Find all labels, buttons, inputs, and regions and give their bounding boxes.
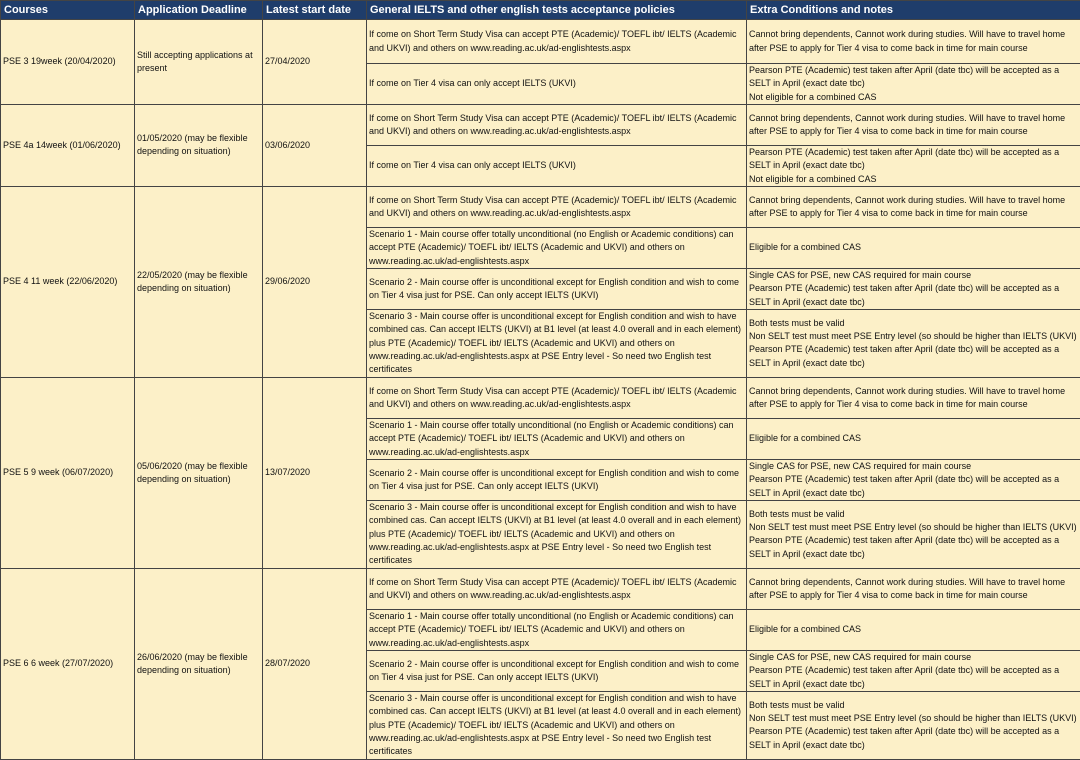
header-extra-notes: Extra Conditions and notes xyxy=(747,1,1080,20)
notes-cell: Single CAS for PSE, new CAS required for main course Pearson PTE (Academic) test taken after April (date tbc) will be accepted as a SELT in April (exact date tbc) xyxy=(747,268,1080,309)
policy-cell: Scenario 1 - Main course offer totally unconditional (no English or Academic conditions) can accept PTE (Academic)/ TOEFL ibt/ IELTS (Academic and UKVI) and others on www.reading.ac.uk/ad-englishtests.aspx xyxy=(367,418,747,459)
header-courses: Courses xyxy=(1,1,135,20)
policy-cell: If come on Short Term Study Visa can accept PTE (Academic)/ TOEFL ibt/ IELTS (Academic and UKVI) and others on www.reading.ac.uk/ad-englishtests.aspx xyxy=(367,568,747,609)
header-latest-start-date: Latest start date xyxy=(263,1,367,20)
policy-cell: If come on Short Term Study Visa can accept PTE (Academic)/ TOEFL ibt/ IELTS (Academic and UKVI) and others on www.reading.ac.uk/ad-englishtests.aspx xyxy=(367,377,747,418)
course-cell: PSE 4 11 week (22/06/2020) xyxy=(1,186,135,377)
notes-cell: Single CAS for PSE, new CAS required for main course Pearson PTE (Academic) test taken after April (date tbc) will be accepted as a SELT in April (exact date tbc) xyxy=(747,459,1080,500)
policy-cell: Scenario 3 - Main course offer is unconditional except for English condition and wish to have combined cas. Can accept IELTS (UKVI) at B1 level (at least 4.0 overall and in each element) plus PTE (Academic)/ TOEFL ibt/ IELTS (Academic and UKVI) and others on www.reading.ac.uk/ad-englishtests.aspx at PSE Entry level - So need two English test certificates xyxy=(367,309,747,377)
start-date-cell: 28/07/2020 xyxy=(263,568,367,759)
deadline-cell: Still accepting applications at present xyxy=(135,20,263,105)
start-date-cell: 03/06/2020 xyxy=(263,104,367,186)
policy-cell: Scenario 3 - Main course offer is unconditional except for English condition and wish to have combined cas. Can accept IELTS (UKVI) at B1 level (at least 4.0 overall and in each element) plus PTE (Academic)/ TOEFL ibt/ IELTS (Academic and UKVI) and others on www.reading.ac.uk/ad-englishtests.aspx at PSE Entry level - So need two English test certificates xyxy=(367,500,747,568)
table-row xyxy=(1,377,1080,418)
policy-cell: Scenario 3 - Main course offer is unconditional except for English condition and wish to have combined cas. Can accept IELTS (UKVI) at B1 level (at least 4.0 overall and in each element) plus PTE (Academic)/ TOEFL ibt/ IELTS (Academic and UKVI) and others on www.reading.ac.uk/ad-englishtests.aspx at PSE Entry level - So need two English test certificates xyxy=(367,691,747,759)
start-date-cell: 29/06/2020 xyxy=(263,186,367,377)
table-body xyxy=(1,20,1080,760)
policy-cell: If come on Tier 4 visa can only accept IELTS (UKVI) xyxy=(367,64,747,105)
notes-cell: Cannot bring dependents, Cannot work during studies. Will have to travel home after PSE to apply for Tier 4 visa to come back in time for main course xyxy=(747,20,1080,64)
header-application-deadline: Application Deadline xyxy=(135,1,263,20)
table-row xyxy=(1,568,1080,609)
notes-cell: Single CAS for PSE, new CAS required for main course Pearson PTE (Academic) test taken after April (date tbc) will be accepted as a SELT in April (exact date tbc) xyxy=(747,650,1080,691)
policy-cell: If come on Tier 4 visa can only accept IELTS (UKVI) xyxy=(367,145,747,186)
start-date-cell: 13/07/2020 xyxy=(263,377,367,568)
header-row xyxy=(1,1,1080,20)
notes-cell: Both tests must be valid Non SELT test must meet PSE Entry level (so should be higher than IELTS (UKVI) Pearson PTE (Academic) test taken after April (date tbc) will be accepted as a SELT in April (exact date tbc) xyxy=(747,691,1080,759)
table-row xyxy=(1,104,1080,145)
policy-cell: If come on Short Term Study Visa can accept PTE (Academic)/ TOEFL ibt/ IELTS (Academic and UKVI) and others on www.reading.ac.uk/ad-englishtests.aspx xyxy=(367,20,747,64)
deadline-cell: 05/06/2020 (may be flexible depending on situation) xyxy=(135,377,263,568)
notes-cell: Cannot bring dependents, Cannot work during studies. Will have to travel home after PSE to apply for Tier 4 visa to come back in time for main course xyxy=(747,186,1080,227)
course-cell: PSE 3 19week (20/04/2020) xyxy=(1,20,135,105)
deadline-cell: 01/05/2020 (may be flexible depending on situation) xyxy=(135,104,263,186)
deadline-cell: 22/05/2020 (may be flexible depending on situation) xyxy=(135,186,263,377)
course-cell: PSE 6 6 week (27/07/2020) xyxy=(1,568,135,759)
header-policies: General IELTS and other english tests acceptance policies xyxy=(367,1,747,20)
notes-cell: Both tests must be valid Non SELT test must meet PSE Entry level (so should be higher than IELTS (UKVI) Pearson PTE (Academic) test taken after April (date tbc) will be accepted as a SELT in April (exact date tbc) xyxy=(747,500,1080,568)
table-row xyxy=(1,186,1080,227)
course-cell: PSE 4a 14week (01/06/2020) xyxy=(1,104,135,186)
notes-cell: Pearson PTE (Academic) test taken after April (date tbc) will be accepted as a SELT in April (exact date tbc) Not eligible for a combined CAS xyxy=(747,64,1080,105)
notes-cell: Both tests must be valid Non SELT test must meet PSE Entry level (so should be higher than IELTS (UKVI) Pearson PTE (Academic) test taken after April (date tbc) will be accepted as a SELT in April (exact date tbc) xyxy=(747,309,1080,377)
notes-cell: Eligible for a combined CAS xyxy=(747,418,1080,459)
notes-cell: Cannot bring dependents, Cannot work during studies. Will have to travel home after PSE to apply for Tier 4 visa to come back in time for main course xyxy=(747,377,1080,418)
notes-cell: Cannot bring dependents, Cannot work during studies. Will have to travel home after PSE to apply for Tier 4 visa to come back in time for main course xyxy=(747,104,1080,145)
policy-cell: Scenario 1 - Main course offer totally unconditional (no English or Academic conditions) can accept PTE (Academic)/ TOEFL ibt/ IELTS (Academic and UKVI) and others on www.reading.ac.uk/ad-englishtests.aspx xyxy=(367,609,747,650)
policy-cell: Scenario 2 - Main course offer is unconditional except for English condition and wish to come on Tier 4 visa just for PSE. Can only accept IELTS (UKVI) xyxy=(367,268,747,309)
notes-cell: Eligible for a combined CAS xyxy=(747,227,1080,268)
table-row xyxy=(1,20,1080,64)
deadline-cell: 26/06/2020 (may be flexible depending on situation) xyxy=(135,568,263,759)
policy-cell: Scenario 1 - Main course offer totally unconditional (no English or Academic conditions) can accept PTE (Academic)/ TOEFL ibt/ IELTS (Academic and UKVI) and others on www.reading.ac.uk/ad-englishtests.aspx xyxy=(367,227,747,268)
start-date-cell: 27/04/2020 xyxy=(263,20,367,105)
notes-cell: Pearson PTE (Academic) test taken after April (date tbc) will be accepted as a SELT in April (exact date tbc) Not eligible for a combined CAS xyxy=(747,145,1080,186)
notes-cell: Cannot bring dependents, Cannot work during studies. Will have to travel home after PSE to apply for Tier 4 visa to come back in time for main course xyxy=(747,568,1080,609)
policy-cell: Scenario 2 - Main course offer is unconditional except for English condition and wish to come on Tier 4 visa just for PSE. Can only accept IELTS (UKVI) xyxy=(367,650,747,691)
course-cell: PSE 5 9 week (06/07/2020) xyxy=(1,377,135,568)
policy-cell: If come on Short Term Study Visa can accept PTE (Academic)/ TOEFL ibt/ IELTS (Academic and UKVI) and others on www.reading.ac.uk/ad-englishtests.aspx xyxy=(367,104,747,145)
policy-cell: Scenario 2 - Main course offer is unconditional except for English condition and wish to come on Tier 4 visa just for PSE. Can only accept IELTS (UKVI) xyxy=(367,459,747,500)
notes-cell: Eligible for a combined CAS xyxy=(747,609,1080,650)
policy-cell: If come on Short Term Study Visa can accept PTE (Academic)/ TOEFL ibt/ IELTS (Academic and UKVI) and others on www.reading.ac.uk/ad-englishtests.aspx xyxy=(367,186,747,227)
